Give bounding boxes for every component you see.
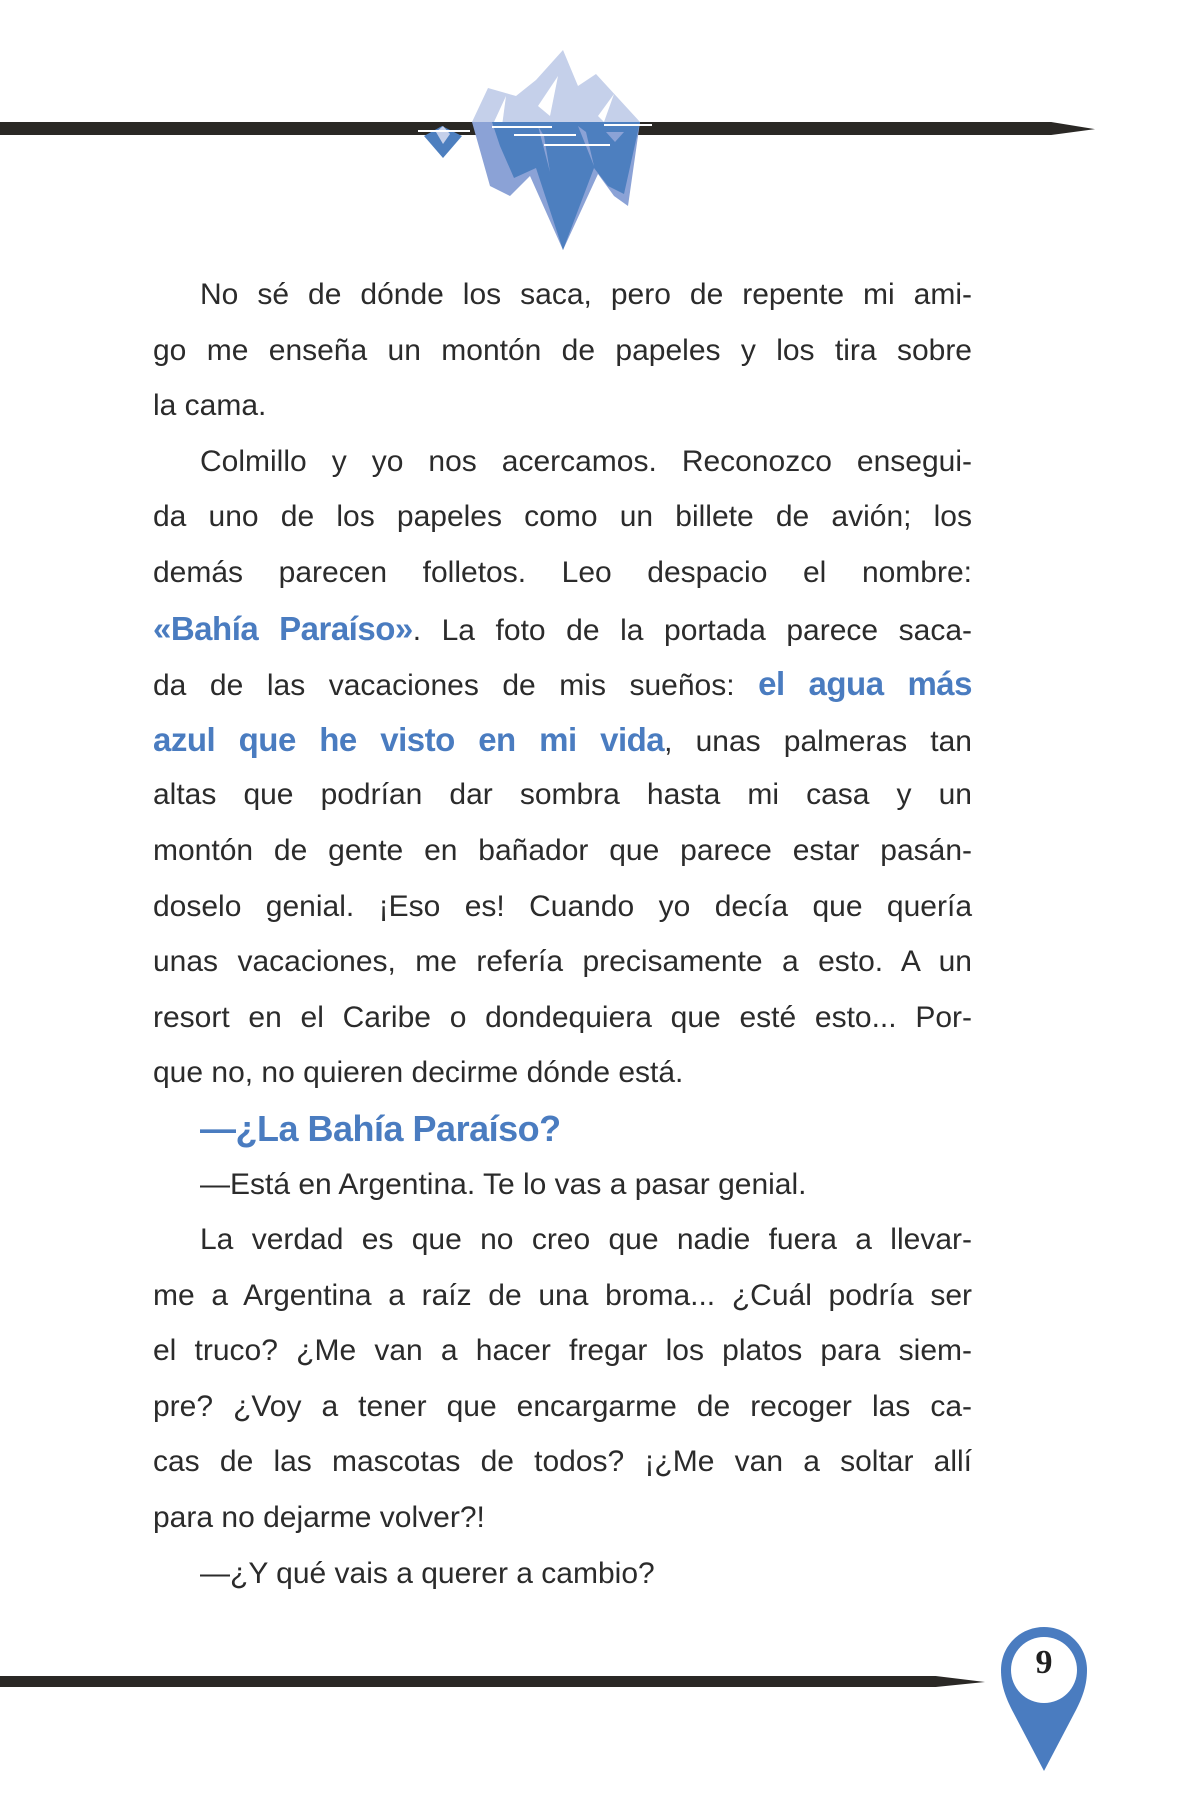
line-text: me a Argentina a raíz de una broma... ¿Cuál podría ser <box>153 1278 972 1312</box>
text-line <box>153 1323 972 1379</box>
footer-rule <box>0 1676 985 1687</box>
text-line <box>153 879 972 935</box>
line-text: doselo genial. ¡Eso es! Cuando yo decía que quería <box>153 889 972 923</box>
text-line <box>153 767 972 823</box>
line-text: —Está en Argentina. Te lo vas a pasar genial. <box>200 1167 807 1201</box>
text-line <box>153 823 972 879</box>
text-line <box>153 1490 972 1546</box>
text-line <box>153 712 972 768</box>
page-body <box>153 267 972 1601</box>
highlight-phrase: el agua más <box>758 665 972 703</box>
line-text: la cama. <box>153 389 267 423</box>
line-text: da uno de los papeles como un billete de avión; los <box>153 500 972 534</box>
text-line <box>153 323 972 379</box>
line-text: No sé de dónde los saca, pero de repente mi ami- <box>200 278 972 311</box>
text-line <box>153 1546 972 1602</box>
line-text: el truco? ¿Me van a hacer fregar los platos para siem- <box>153 1334 972 1368</box>
text-line <box>153 434 972 490</box>
text-line <box>153 1379 972 1435</box>
text-line <box>153 1045 972 1101</box>
text-line <box>153 267 972 323</box>
dialogue-highlight <box>153 1101 972 1157</box>
text-line <box>153 1212 972 1268</box>
line-text: Colmillo y yo nos acercamos. Reconozco ensegui- <box>200 444 972 478</box>
line-text: , unas palmeras tan <box>664 724 972 758</box>
iceberg-icon <box>418 46 654 256</box>
line-text: . La foto de la portada parece saca- <box>412 613 972 647</box>
highlight-phrase: azul que he visto en mi vida <box>153 720 665 758</box>
line-text: montón de gente en bañador que parece estar pasán- <box>153 833 972 867</box>
text-line <box>153 601 972 657</box>
line-text: resort en el Caribe o dondequiera que esté esto... Por- <box>153 1000 972 1034</box>
line-text: cas de las mascotas de todos? ¡¿Me van a soltar allí <box>153 1445 972 1479</box>
line-text: pre? ¿Voy a tener que encargarme de recoger las ca- <box>153 1389 972 1423</box>
text-line <box>153 934 972 990</box>
text-line <box>153 545 972 601</box>
line-text: da de las vacaciones de mis sueños: <box>153 669 759 703</box>
text-line <box>153 489 972 545</box>
text-line <box>153 1268 972 1324</box>
highlight-place-name: «Bahía Paraíso» <box>153 609 413 647</box>
line-text: demás parecen folletos. Leo despacio el nombre: <box>153 555 972 589</box>
line-text: —¿Y qué vais a querer a cambio? <box>200 1556 655 1590</box>
line-text: para no dejarme volver?! <box>153 1501 485 1535</box>
text-line <box>153 656 972 712</box>
text-line <box>153 990 972 1046</box>
text-line <box>153 1157 972 1213</box>
line-text: La verdad es que no creo que nadie fuera a llevar- <box>200 1223 972 1257</box>
page-number: 9 <box>1035 1644 1053 1681</box>
line-text: altas que podrían dar sombra hasta mi casa y un <box>153 778 972 812</box>
line-text: —¿La Bahía Paraíso? <box>200 1107 561 1149</box>
line-text: unas vacaciones, me refería precisamente a esto. A un <box>153 945 972 979</box>
line-text: go me enseña un montón de papeles y los tira sobre <box>153 333 972 367</box>
line-text: que no, no quieren decirme dónde está. <box>153 1056 684 1090</box>
text-line <box>153 378 972 434</box>
text-line <box>153 1434 972 1490</box>
